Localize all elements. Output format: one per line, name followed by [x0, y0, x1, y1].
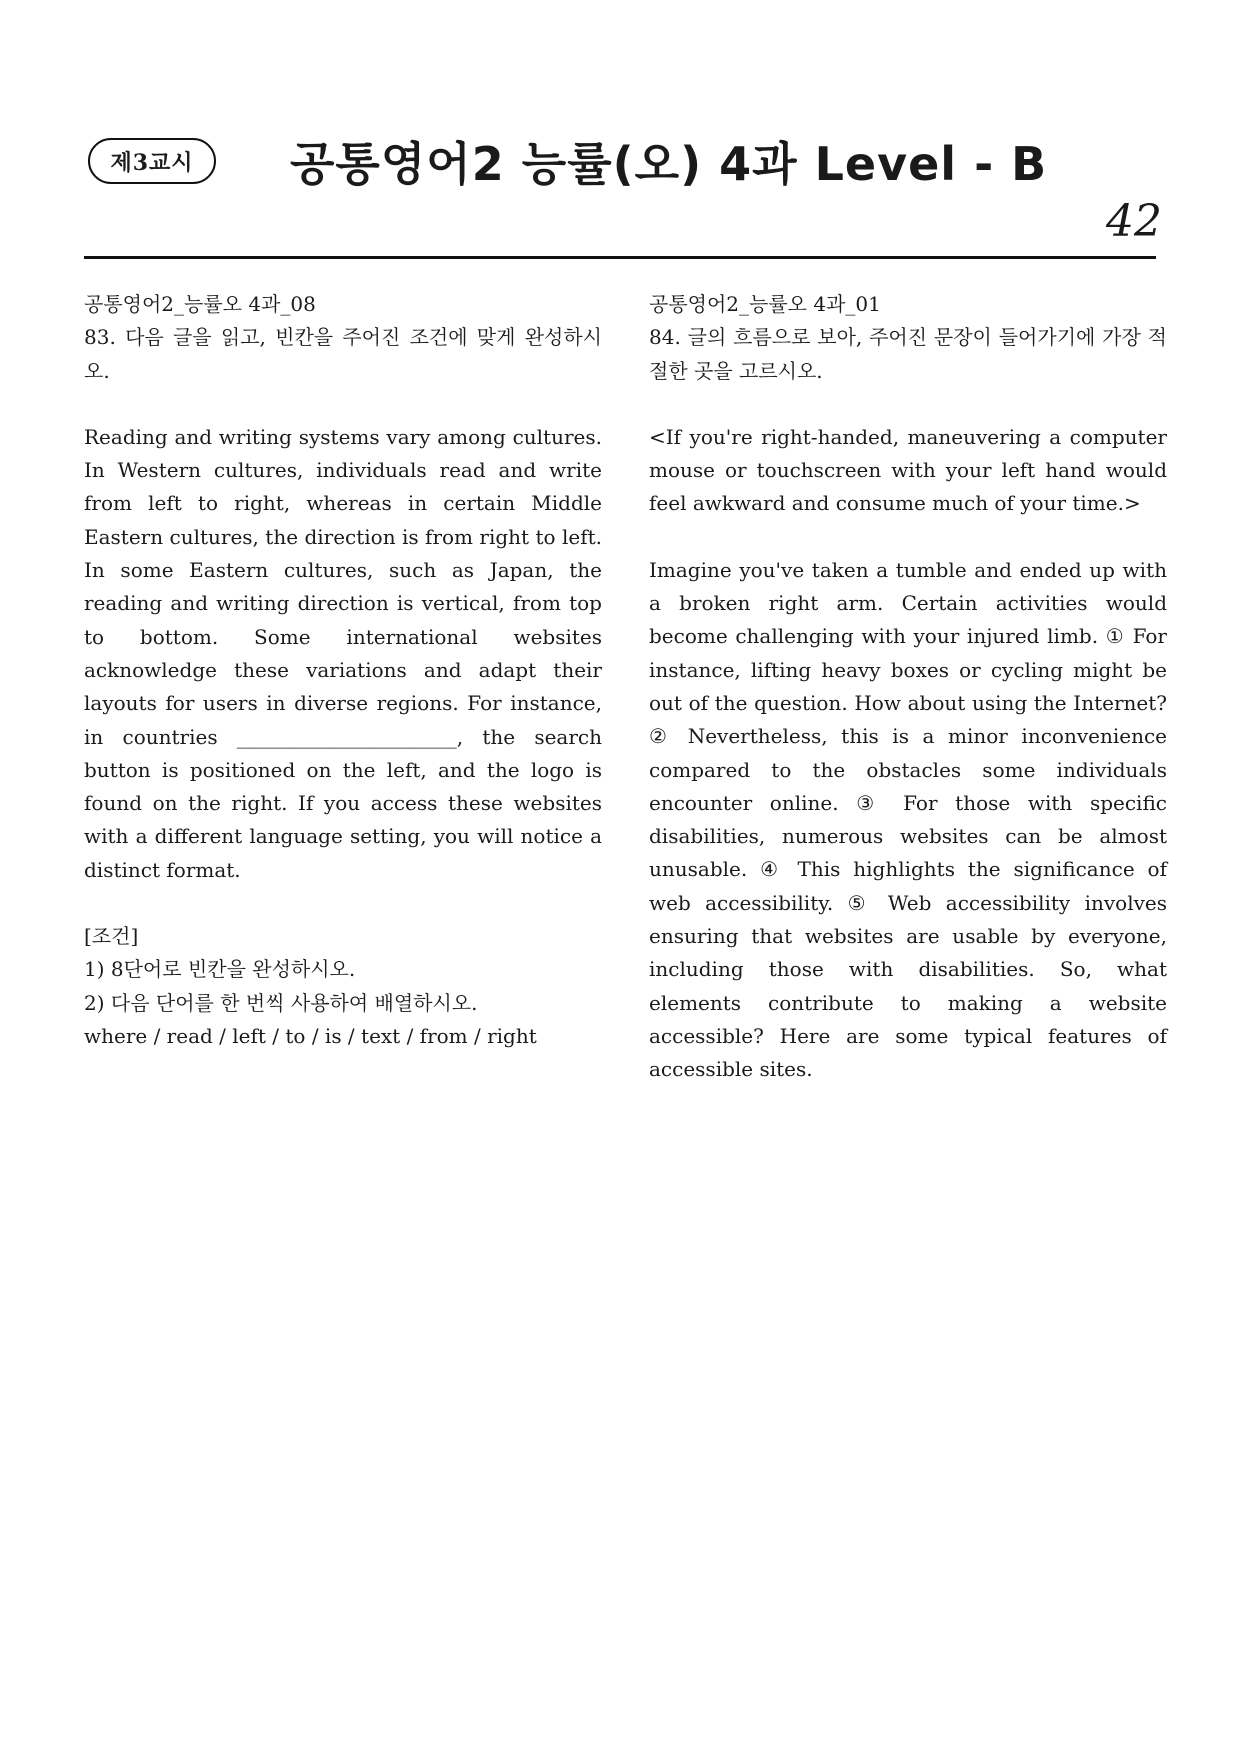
page-number: 42 — [1106, 196, 1162, 247]
q83-condition-2: 2) 다음 단어를 한 번씩 사용하여 배열하시오. — [84, 990, 478, 1015]
spacer — [649, 521, 1167, 554]
spacer — [84, 388, 602, 421]
q84-prompt: 84. 글의 흐름으로 보아, 주어진 문장이 들어가기에 가장 적절한 곳을 고르시오. — [649, 325, 1167, 383]
q84-passage: Imagine you've taken a tumble and ended up with a broken right arm. Certain activities would become challenging with your injured limb. ① For instance, lifting heavy boxes or cycling might be out of the question. How about using the Internet? ② Nevertheless, this is a minor inconvenience compared to the obstacles some individuals encounter online. ③ For those with specific disabilities, numerous websites can be almost unusable. ④ This highlights the significance of web accessibility. ⑤ Web accessibility involves ensuring that websites are usable by everyone, including those with disabilities. So, what elements contribute to making a website accessible? Here are some typical features of accessible sites. — [649, 557, 1167, 1082]
q83-passage: Reading and writing systems vary among cultures. In Western cultures, individuals read and write from left to right, whereas in certain Middle Eastern cultures, the direction is from right to left. In some Eastern cultures, such as Japan, the reading and writing direction is vertical, from top to bottom. Some international websites acknowledge these variations and adapt their layouts for users in diverse regions. For instance, in countries ______________________, the search button is positioned on the left, and the logo is found on the right. If you access these websites with a different language setting, you will notice a distinct format. — [84, 424, 602, 882]
q84-source: 공통영어2_능률오 4과_01 — [649, 292, 881, 316]
q83-source: 공통영어2_능률오 4과_08 — [84, 292, 316, 316]
q83-condition-1: 1) 8단어로 빈칸을 완성하시오. — [84, 957, 356, 982]
question-84 — [649, 288, 1167, 1087]
spacer — [84, 887, 602, 920]
q83-prompt: 83. 다음 글을 읽고, 빈칸을 주어진 조건에 맞게 완성하시오. — [84, 325, 602, 383]
header-divider — [84, 256, 1156, 259]
session-badge: 제3교시 — [88, 138, 216, 184]
page-title: 공통영어2 능률(오) 4과 Level - B — [290, 137, 1048, 191]
q84-inserted-sentence: <If you're right-handed, maneuvering a computer mouse or touchscreen with your left hand would feel awkward and consume much of your time.> — [649, 424, 1167, 516]
q83-word-list: where / read / left / to / is / text / from / right — [84, 1023, 537, 1048]
q83-conditions-title: [조건] — [84, 924, 139, 949]
question-83 — [84, 288, 602, 1053]
spacer — [649, 388, 1167, 421]
